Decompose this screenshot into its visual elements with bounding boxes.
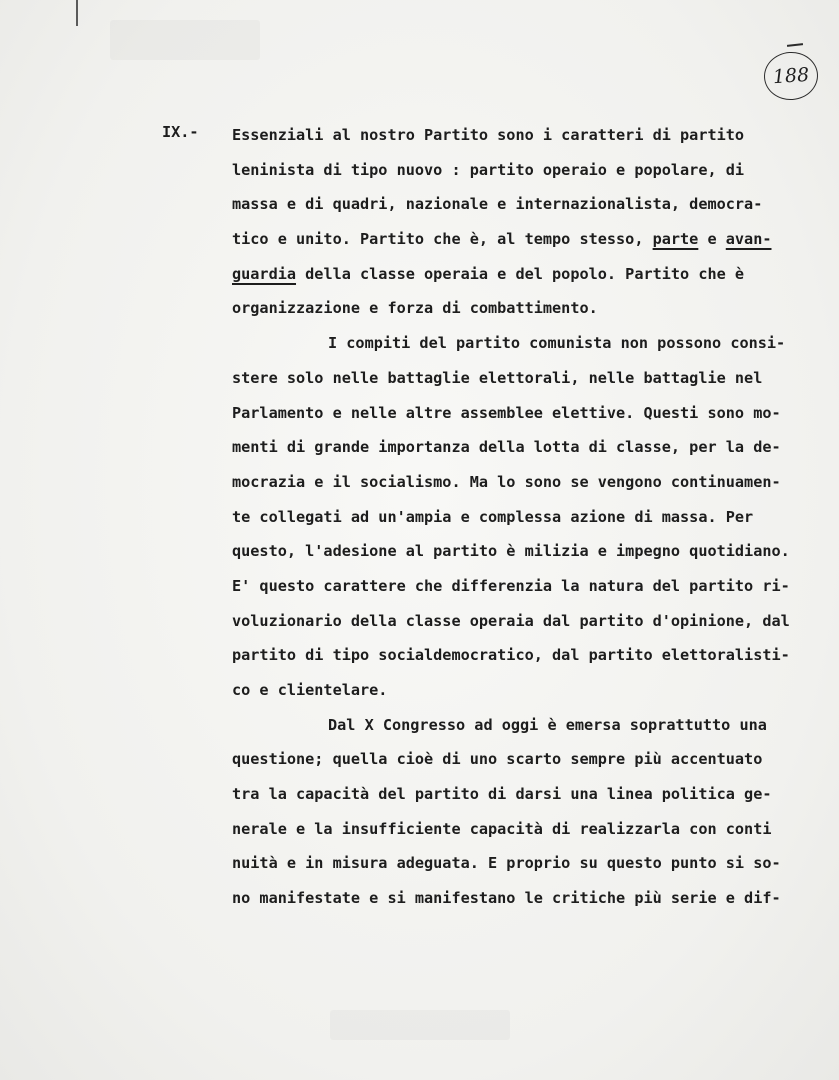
- text-segment: questo, l'adesione al partito è milizia e impegno quotidiano.: [232, 542, 790, 561]
- section-marker: IX.-: [162, 123, 199, 141]
- text-line: [232, 673, 832, 708]
- text-segment: voluzionario della classe operaia dal partito d'opinione, dal: [232, 611, 790, 630]
- text-line: [232, 638, 832, 673]
- underlined-word: guardia: [232, 264, 297, 283]
- text-line: [232, 187, 832, 222]
- text-segment: stere solo nelle battaglie elettorali, nelle battaglie nel: [232, 368, 763, 387]
- text-segment: Dal X Congresso ad oggi è emersa soprattutto una: [328, 715, 767, 734]
- text-line: [232, 604, 832, 639]
- body-text: [232, 118, 832, 916]
- page-number: [762, 50, 819, 102]
- text-segment: I compiti del partito comunista non possono consi-: [328, 334, 786, 353]
- text-line: [232, 291, 832, 326]
- text-segment: della classe operaia e del popolo. Partito che è: [296, 264, 745, 283]
- text-segment: co e clientelare.: [232, 681, 388, 699]
- bleed-through-smudge: [110, 20, 260, 60]
- text-line: [232, 534, 832, 569]
- text-segment: mocrazia e il socialismo. Ma lo sono se vengono continuamen-: [232, 472, 781, 491]
- text-segment: te collegati ad un'ampia e complessa azione di massa. Per: [232, 507, 754, 526]
- text-line: [232, 326, 832, 361]
- text-segment: Parlamento e nelle altre assemblee elettive. Questi sono mo-: [232, 403, 781, 422]
- page-number-text: 188: [772, 63, 810, 89]
- bleed-through-smudge: [330, 1010, 510, 1040]
- text-segment: e: [698, 230, 726, 249]
- text-line: [232, 569, 832, 604]
- text-line: [232, 777, 832, 812]
- text-line: [232, 846, 832, 881]
- text-line: [232, 222, 832, 257]
- text-segment: no manifestate e si manifestano le critiche più serie e dif-: [232, 889, 781, 908]
- text-line: [232, 153, 832, 188]
- text-segment: partito di tipo socialdemocratico, dal partito elettoralisti-: [232, 646, 790, 665]
- text-segment: leninista di tipo nuovo : partito operaio e popolare, di: [232, 160, 745, 179]
- text-segment: nuità e in misura adeguata. E proprio su questo punto si so-: [232, 854, 781, 873]
- text-segment: tra la capacità del partito di darsi una linea politica ge-: [232, 785, 772, 804]
- text-line: [232, 465, 832, 500]
- text-line: [232, 708, 832, 743]
- underlined-word: avan-: [725, 230, 772, 249]
- text-line: [232, 742, 832, 777]
- text-segment: E' questo carattere che differenzia la natura del partito ri-: [232, 576, 790, 595]
- underlined-word: parte: [652, 230, 699, 249]
- text-segment: nerale e la insufficiente capacità di realizzarla con conti: [232, 819, 772, 838]
- text-line: [232, 118, 832, 153]
- text-segment: questione; quella cioè di uno scarto sempre più accentuato: [232, 750, 763, 769]
- text-line: [232, 396, 832, 431]
- text-segment: organizzazione e forza di combattimento.: [232, 299, 598, 318]
- text-segment: Essenziali al nostro Partito sono i caratteri di partito: [232, 126, 745, 144]
- text-line: [232, 257, 832, 292]
- punch-mark: [76, 0, 78, 26]
- text-line: [232, 500, 832, 535]
- text-line: [232, 361, 832, 396]
- text-segment: tico e unito. Partito che è, al tempo stesso,: [232, 230, 653, 249]
- page-number-mark: [787, 43, 803, 47]
- text-line: [232, 430, 832, 465]
- text-segment: menti di grande importanza della lotta di classe, per la de-: [232, 438, 781, 457]
- text-line: [232, 881, 832, 916]
- text-line: [232, 812, 832, 847]
- text-segment: massa e di quadri, nazionale e internazionalista, democra-: [232, 195, 763, 214]
